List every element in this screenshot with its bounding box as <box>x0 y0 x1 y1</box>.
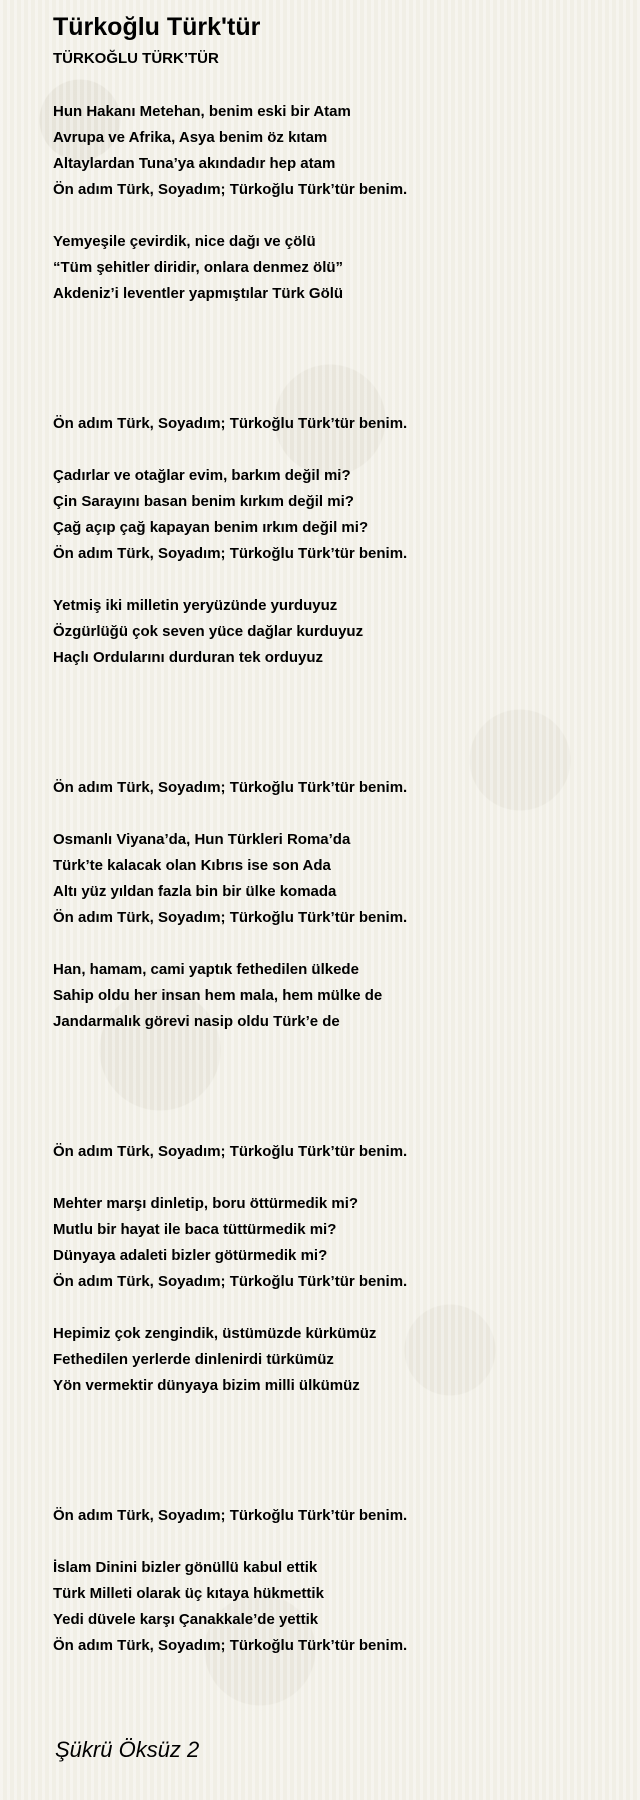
poem-line: Han, hamam, cami yaptık fethedilen ülkede <box>53 961 359 978</box>
poem-line: Ön adım Türk, Soyadım; Türkoğlu Türk’tür benim. <box>53 779 408 796</box>
poem-page <box>53 10 613 1659</box>
poem-line: Yedi düvele karşı Çanakkale’de yettik <box>53 1611 319 1628</box>
stanza-7 <box>53 827 613 931</box>
poem-line: Jandarmalık görevi nasip oldu Türk’e de <box>53 1013 340 1030</box>
stanza-5 <box>53 593 613 671</box>
poem-body <box>53 99 613 1659</box>
poem-line: Fethedilen yerlerde dinlenirdi türkümüz <box>53 1351 334 1368</box>
poem-line: Özgürlüğü çok seven yüce dağlar kurduyuz <box>53 623 364 640</box>
poem-line: Çağ açıp çağ kapayan benim ırkım değil mi? <box>53 519 369 536</box>
poem-line: Ön adım Türk, Soyadım; Türkoğlu Türk’tür benim. <box>53 1273 408 1290</box>
poem-line: Mutlu bir hayat ile baca tüttürmedik mi? <box>53 1221 337 1238</box>
poem-subtitle: TÜRKOĞLU TÜRK’TÜR <box>53 50 219 67</box>
stanza-2 <box>53 229 613 307</box>
poem-line: Ön adım Türk, Soyadım; Türkoğlu Türk’tür benim. <box>53 181 408 198</box>
poem-line: Ön adım Türk, Soyadım; Türkoğlu Türk’tür benim. <box>53 545 408 562</box>
poem-line: Türk’te kalacak olan Kıbrıs ise son Ada <box>53 857 331 874</box>
poem-line: Akdeniz’i leventler yapmıştılar Türk Gölü <box>53 285 344 302</box>
poem-line: Osmanlı Viyana’da, Hun Türkleri Roma’da <box>53 831 351 848</box>
poem-line: Avrupa ve Afrika, Asya benim öz kıtam <box>53 129 328 146</box>
stanza-6 <box>53 775 613 801</box>
poem-line: “Tüm şehitler diridir, onlara denmez ölü” <box>53 259 344 276</box>
stanza-12 <box>53 1503 613 1529</box>
stanza-10 <box>53 1191 613 1295</box>
poem-line: Haçlı Ordularını durduran tek orduyuz <box>53 649 324 666</box>
stanza-4 <box>53 463 613 567</box>
poem-line: Altı yüz yıldan fazla bin bir ülke komada <box>53 883 337 900</box>
poem-line: Yön vermektir dünyaya bizim milli ülkümüz <box>53 1377 360 1394</box>
stanza-8 <box>53 957 613 1035</box>
poem-line: Hepimiz çok zengindik, üstümüzde kürkümüz <box>53 1325 377 1342</box>
poem-author: Şükrü Öksüz 2 <box>55 1737 200 1762</box>
poem-line: Sahip oldu her insan hem mala, hem mülke de <box>53 987 383 1004</box>
stanza-13 <box>53 1555 613 1659</box>
poem-line: Ön adım Türk, Soyadım; Türkoğlu Türk’tür benim. <box>53 909 408 926</box>
poem-line: Dünyaya adaleti bizler götürmedik mi? <box>53 1247 328 1264</box>
poem-line: Altaylardan Tuna’ya akındadır hep atam <box>53 155 336 172</box>
poem-line: Çadırlar ve otağlar evim, barkım değil mi? <box>53 467 351 484</box>
stanza-11 <box>53 1321 613 1399</box>
stanza-1 <box>53 99 613 203</box>
poem-line: Hun Hakanı Metehan, benim eski bir Atam <box>53 103 351 120</box>
poem-line: İslam Dinini bizler gönüllü kabul ettik <box>53 1559 318 1576</box>
poem-line: Ön adım Türk, Soyadım; Türkoğlu Türk’tür benim. <box>53 1637 408 1654</box>
poem-line: Türk Milleti olarak üç kıtaya hükmettik <box>53 1585 324 1602</box>
stanza-3 <box>53 411 613 437</box>
poem-line: Ön adım Türk, Soyadım; Türkoğlu Türk’tür benim. <box>53 1507 408 1524</box>
poem-line: Yemyeşile çevirdik, nice dağı ve çölü <box>53 233 316 250</box>
poem-line: Ön adım Türk, Soyadım; Türkoğlu Türk’tür benim. <box>53 415 408 432</box>
poem-title: Türkoğlu Türk'tür <box>53 13 261 41</box>
stanza-9 <box>53 1139 613 1165</box>
poem-line: Çin Sarayını basan benim kırkım değil mi? <box>53 493 354 510</box>
poem-line: Mehter marşı dinletip, boru öttürmedik mi? <box>53 1195 359 1212</box>
poem-line: Yetmiş iki milletin yeryüzünde yurduyuz <box>53 597 338 614</box>
poem-line: Ön adım Türk, Soyadım; Türkoğlu Türk’tür benim. <box>53 1143 408 1160</box>
